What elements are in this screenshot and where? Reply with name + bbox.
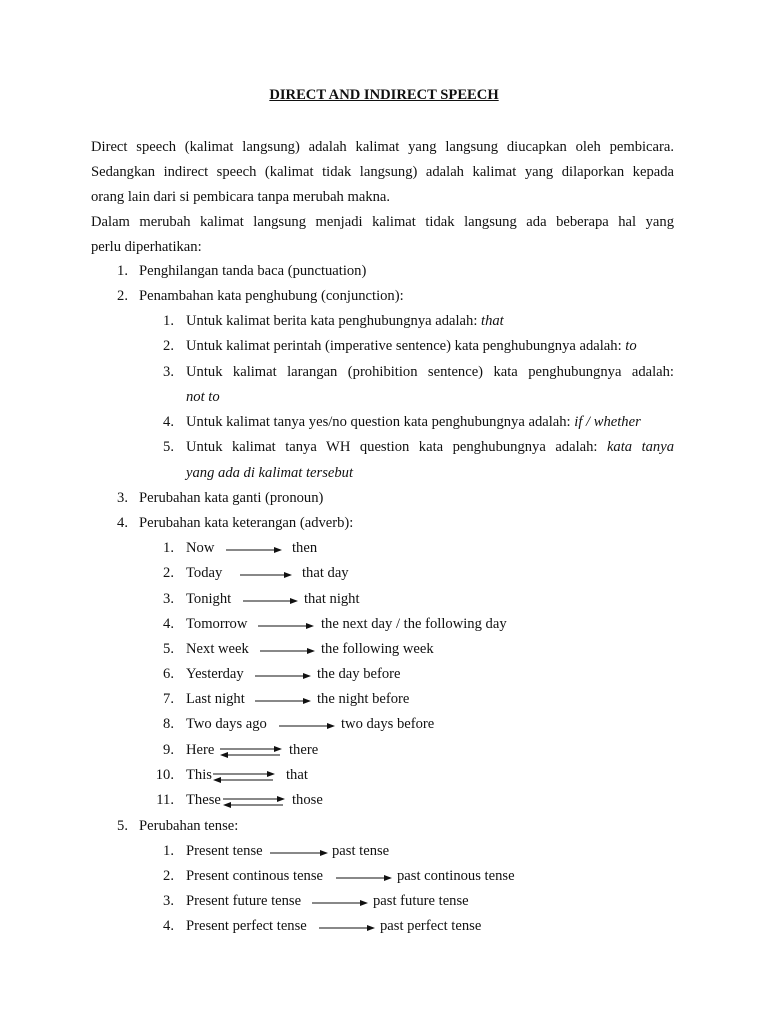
adverb-to: the following week: [321, 641, 434, 657]
list-item-tense: Perubahan tense:: [139, 818, 239, 834]
intro-line-3: orang lain dari si pembicara tanpa merubah makna.: [91, 189, 391, 205]
list-number: 5.: [117, 818, 128, 834]
adverb-to: that night: [304, 591, 360, 607]
tense-to: past continous tense: [397, 868, 515, 884]
intro-line-5: perlu diperhatikan:: [91, 239, 202, 255]
list-number: 2.: [117, 288, 128, 304]
sublist-number: 1.: [163, 313, 174, 329]
sublist-number: 8.: [163, 716, 174, 732]
adverb-from: This: [186, 767, 212, 783]
adverb-from: Next week: [186, 641, 249, 657]
document-title: DIRECT AND INDIRECT SPEECH: [269, 87, 499, 103]
sublist-number: 9.: [163, 742, 174, 758]
conjunction-item: Untuk kalimat perintah (imperative sentence) kata penghubungnya adalah: to: [186, 338, 637, 354]
tense-from: Present perfect tense: [186, 918, 307, 934]
conjunction-item: Untuk kalimat tanya WH question kata penghubungnya adalah: kata tanya: [186, 439, 674, 455]
adverb-to: those: [292, 792, 323, 808]
sublist-number: 4.: [163, 918, 174, 934]
intro-line-2: Sedangkan indirect speech (kalimat tidak langsung) adalah kalimat yang dilaporkan kepada: [91, 164, 674, 180]
sublist-number: 10.: [155, 767, 174, 783]
adverb-from: Tomorrow: [186, 616, 248, 632]
tense-to: past perfect tense: [380, 918, 482, 934]
sublist-number: 1.: [163, 843, 174, 859]
right-arrow-icon: [336, 874, 392, 882]
conjunction-item-cont: yang ada di kalimat tersebut: [186, 465, 353, 481]
adverb-from: Today: [186, 565, 223, 581]
intro-line-4: Dalam merubah kalimat langsung menjadi kalimat tidak langsung ada beberapa hal yang: [91, 214, 674, 230]
tense-from: Present tense: [186, 843, 263, 859]
adverb-from: Tonight: [186, 591, 232, 607]
adverb-from: Yesterday: [186, 666, 244, 682]
right-arrow-icon: [226, 546, 282, 554]
right-arrow-icon: [255, 672, 311, 680]
sublist-number: 2.: [163, 338, 174, 354]
sublist-number: 4.: [163, 616, 174, 632]
adverb-from: Now: [186, 540, 215, 556]
list-item-conjunction: Penambahan kata penghubung (conjunction):: [139, 288, 404, 304]
right-arrow-icon: [279, 722, 335, 730]
adverb-from: Two days ago: [186, 716, 267, 732]
right-arrow-icon: [255, 697, 311, 705]
sublist-number: 7.: [163, 691, 174, 707]
adverb-to: then: [292, 540, 318, 556]
conjunction-item: Untuk kalimat larangan (prohibition sentence) kata penghubungnya adalah:: [186, 364, 674, 380]
adverb-to: that: [286, 767, 308, 783]
right-arrow-icon: [260, 647, 315, 655]
list-number: 4.: [117, 515, 128, 531]
intro-line-1: Direct speech (kalimat langsung) adalah kalimat yang langsung diucapkan oleh pembicara.: [91, 139, 674, 155]
adverb-from: These: [186, 792, 221, 808]
sublist-number: 5.: [163, 439, 174, 455]
list-item-adverb: Perubahan kata keterangan (adverb):: [139, 515, 354, 531]
adverb-to: there: [289, 742, 319, 758]
right-arrow-icon: [243, 597, 298, 605]
list-number: 1.: [117, 263, 128, 279]
right-arrow-icon: [319, 924, 375, 932]
right-arrow-icon: [270, 849, 328, 857]
list-number: 3.: [117, 490, 128, 506]
list-item-punctuation: Penghilangan tanda baca (punctuation): [139, 263, 367, 279]
adverb-to: two days before: [341, 716, 435, 732]
adverb-to: the night before: [317, 691, 410, 707]
tense-from: Present future tense: [186, 893, 302, 909]
adverb-from: Last night: [186, 691, 245, 707]
sublist-number: 3.: [163, 364, 174, 380]
sublist-number: 4.: [163, 414, 174, 430]
tense-from: Present continous tense: [186, 868, 323, 884]
right-arrow-icon: [258, 622, 314, 630]
sublist-number: 5.: [163, 641, 174, 657]
conjunction-item: Untuk kalimat berita kata penghubungnya adalah: that: [186, 313, 504, 329]
sublist-number: 3.: [163, 893, 174, 909]
sublist-number: 11.: [156, 792, 174, 808]
adverb-from: Here: [186, 742, 215, 758]
sublist-number: 1.: [163, 540, 174, 556]
adverb-to: that day: [302, 565, 349, 581]
sublist-number: 2.: [163, 565, 174, 581]
double-arrow-icon: [223, 796, 285, 804]
sublist-number: 3.: [163, 591, 174, 607]
adverb-to: the day before: [317, 666, 401, 682]
tense-to: past future tense: [373, 893, 469, 909]
conjunction-item: Untuk kalimat tanya yes/no question kata penghubungnya adalah: if / whether: [186, 414, 641, 430]
right-arrow-icon: [240, 571, 292, 579]
right-arrow-icon: [312, 899, 368, 907]
conjunction-item-cont: not to: [186, 389, 220, 405]
double-arrow-icon: [220, 746, 282, 754]
sublist-number: 2.: [163, 868, 174, 884]
sublist-number: 6.: [163, 666, 174, 682]
tense-to: past tense: [332, 843, 390, 859]
double-arrow-icon: [213, 771, 275, 779]
list-item-pronoun: Perubahan kata ganti (pronoun): [139, 490, 324, 506]
adverb-to: the next day / the following day: [321, 616, 507, 632]
